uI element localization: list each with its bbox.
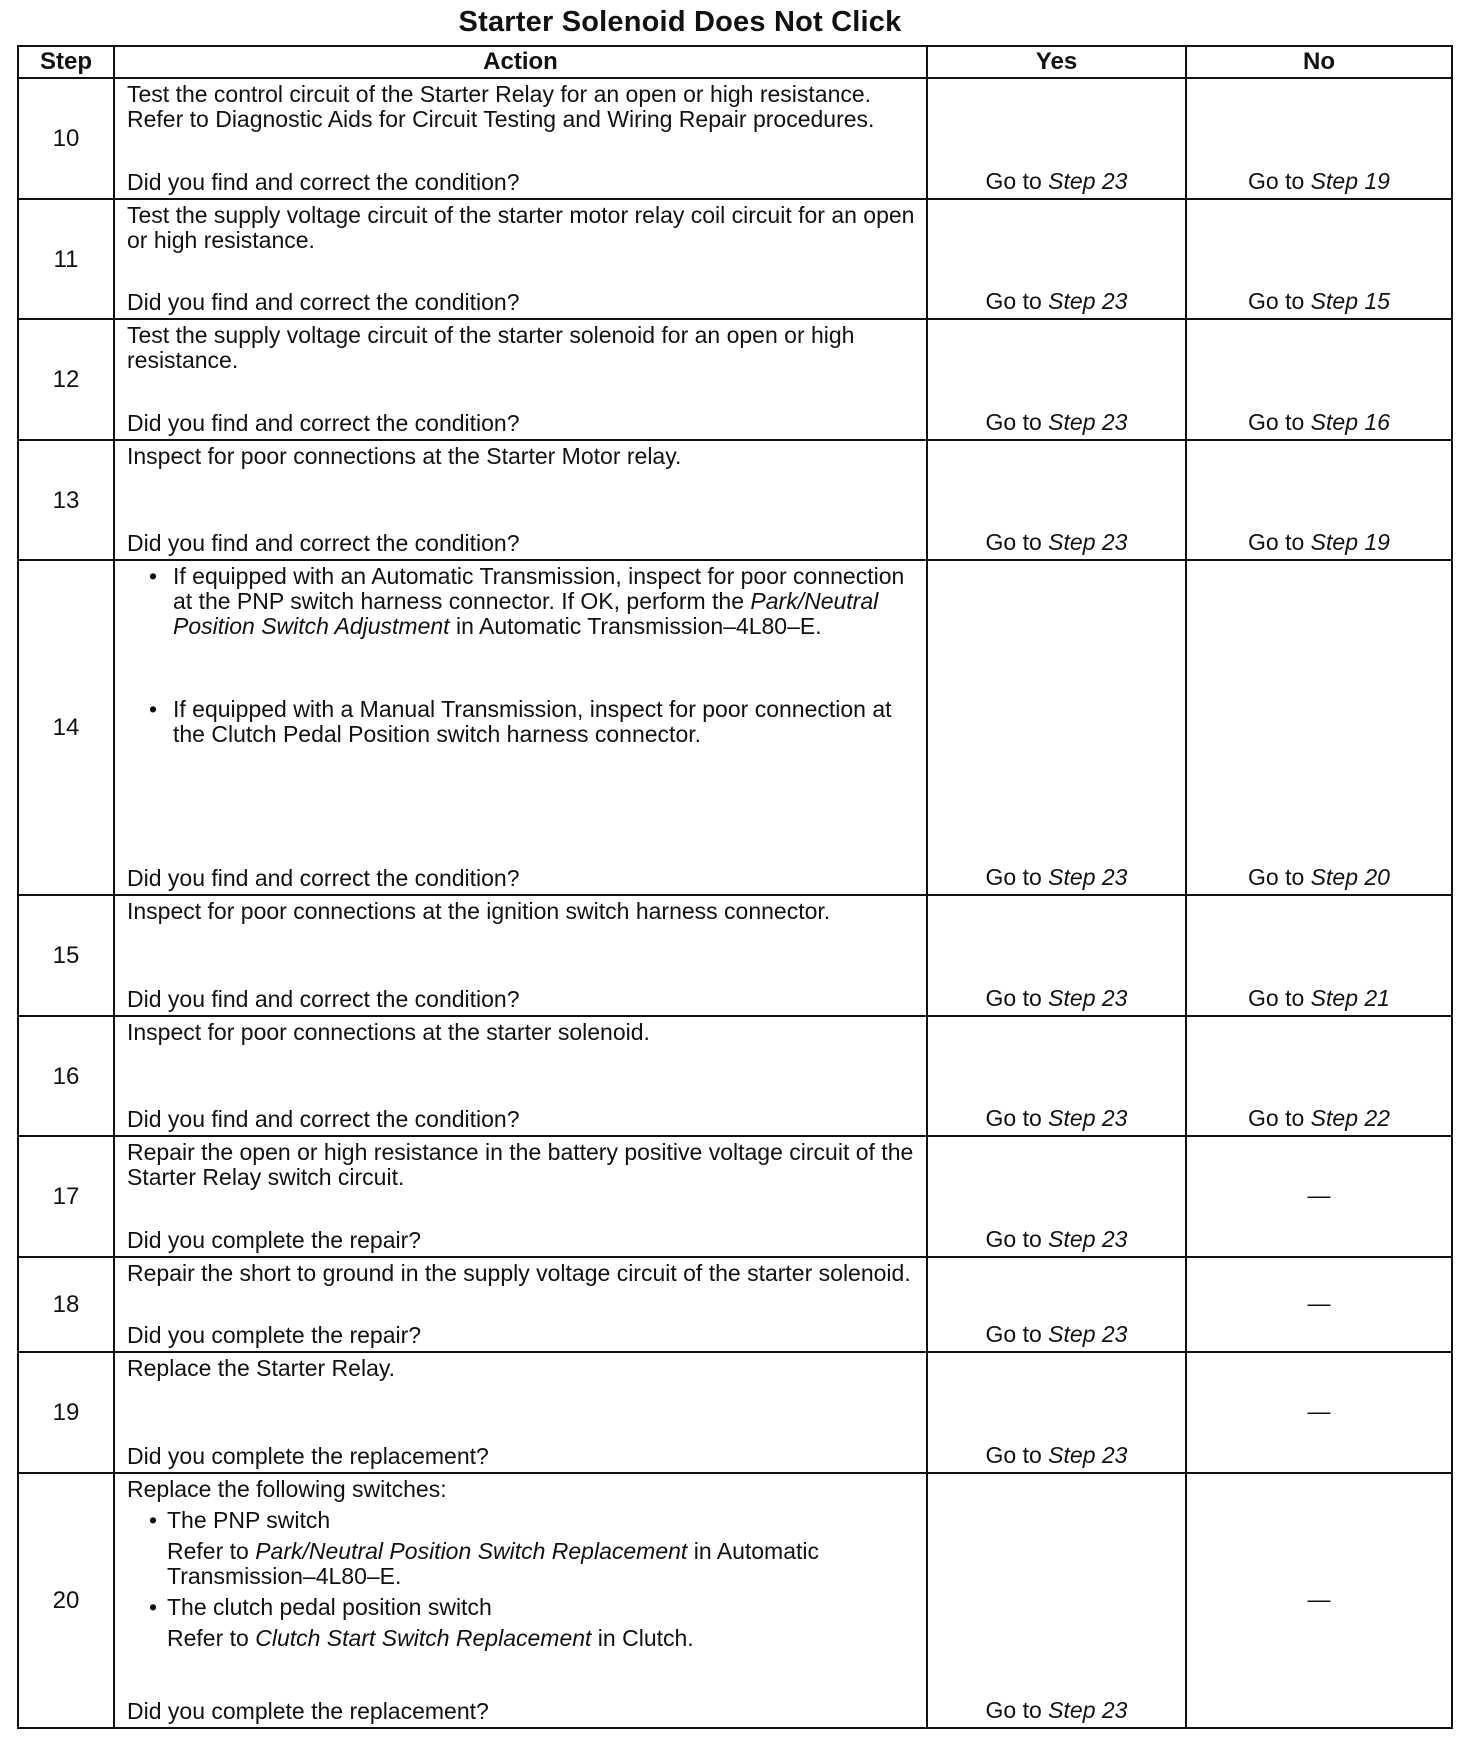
- yes-prefix: Go to: [985, 1697, 1049, 1723]
- switch-list: [127, 1595, 916, 1620]
- table-row: [18, 1352, 1452, 1473]
- yes-cell: [927, 560, 1186, 895]
- no-cell: [1186, 199, 1452, 319]
- no-dash: —: [1307, 1182, 1331, 1208]
- no-prefix: Go to: [1248, 985, 1311, 1011]
- header-step: Step: [18, 46, 114, 78]
- table-row: [18, 560, 1452, 895]
- action-question: Did you complete the repair?: [127, 1322, 422, 1348]
- action-cell: [114, 1473, 927, 1728]
- action-question: Did you find and correct the condition?: [127, 169, 520, 195]
- yes-cell: [927, 78, 1186, 199]
- no-step-link[interactable]: Step 20: [1310, 864, 1390, 890]
- no-prefix: Go to: [1248, 864, 1311, 890]
- yes-step-link[interactable]: Step 23: [1048, 864, 1128, 890]
- table-row: [18, 78, 1452, 199]
- step-number: 20: [18, 1473, 114, 1728]
- yes-prefix: Go to: [985, 168, 1049, 194]
- step-number: 11: [18, 199, 114, 319]
- yes-cell: [927, 1257, 1186, 1352]
- action-cell: [114, 895, 927, 1016]
- action-intro: Replace the following switches:: [127, 1476, 447, 1502]
- no-prefix: Go to: [1248, 1105, 1311, 1131]
- step-number: 16: [18, 1016, 114, 1136]
- action-cell: [114, 1016, 927, 1136]
- yes-prefix: Go to: [985, 529, 1049, 555]
- action-cell: [114, 1257, 927, 1352]
- yes-prefix: Go to: [985, 1105, 1049, 1131]
- no-step-link[interactable]: Step 22: [1310, 1105, 1390, 1131]
- yes-prefix: Go to: [985, 985, 1049, 1011]
- no-step-link[interactable]: Step 16: [1310, 409, 1390, 435]
- reference-text: Refer to Park/Neutral Position Switch Replacement in Automatic Transmission–4L80–E.: [167, 1538, 819, 1589]
- yes-step-link[interactable]: Step 23: [1048, 288, 1128, 314]
- header-action: Action: [114, 46, 927, 78]
- action-question: Did you find and correct the condition?: [127, 1106, 520, 1132]
- no-cell: [1186, 1352, 1452, 1473]
- yes-step-link[interactable]: Step 23: [1048, 985, 1128, 1011]
- table-row: [18, 1257, 1452, 1352]
- yes-step-link[interactable]: Step 23: [1048, 529, 1128, 555]
- header-no: No: [1186, 46, 1452, 78]
- yes-cell: [927, 1136, 1186, 1257]
- table-row: [18, 1016, 1452, 1136]
- header-yes: Yes: [927, 46, 1186, 78]
- no-step-link[interactable]: Step 21: [1310, 985, 1390, 1011]
- yes-step-link[interactable]: Step 23: [1048, 168, 1128, 194]
- step-number: 10: [18, 78, 114, 199]
- step-number: 12: [18, 319, 114, 440]
- yes-prefix: Go to: [985, 288, 1049, 314]
- yes-prefix: Go to: [985, 409, 1049, 435]
- action-cell: [114, 1136, 927, 1257]
- step-number: 17: [18, 1136, 114, 1257]
- action-cell: [114, 319, 927, 440]
- step-number: 13: [18, 440, 114, 560]
- no-cell: [1186, 1257, 1452, 1352]
- yes-cell: [927, 1473, 1186, 1728]
- action-question: Did you find and correct the condition?: [127, 986, 520, 1012]
- no-cell: [1186, 560, 1452, 895]
- no-prefix: Go to: [1248, 409, 1311, 435]
- no-prefix: Go to: [1248, 168, 1311, 194]
- yes-step-link[interactable]: Step 23: [1048, 1442, 1128, 1468]
- yes-cell: [927, 1352, 1186, 1473]
- step-number: 15: [18, 895, 114, 1016]
- no-prefix: Go to: [1248, 529, 1311, 555]
- action-cell: [114, 199, 927, 319]
- yes-prefix: Go to: [985, 1321, 1049, 1347]
- action-text: Test the supply voltage circuit of the starter solenoid for an open or high resistance.: [127, 322, 855, 373]
- no-step-link[interactable]: Step 19: [1310, 529, 1390, 555]
- action-question: Did you find and correct the condition?: [127, 289, 520, 315]
- yes-cell: [927, 440, 1186, 560]
- action-cell: [114, 78, 927, 199]
- list-item: • If equipped with a Manual Transmission, inspect for poor connection at the Clutch Pedal Position switch harness connector.: [127, 697, 916, 747]
- table-row: [18, 895, 1452, 1016]
- condition-list: [127, 564, 916, 747]
- diagnostic-table: [17, 45, 1453, 1729]
- table-row: [18, 199, 1452, 319]
- action-text: Replace the Starter Relay.: [127, 1355, 396, 1381]
- yes-step-link[interactable]: Step 23: [1048, 1697, 1128, 1723]
- list-item: • The clutch pedal position switch: [127, 1595, 916, 1620]
- table-row: [18, 1136, 1452, 1257]
- table-header-row: [18, 46, 1452, 78]
- action-question: Did you complete the replacement?: [127, 1443, 489, 1469]
- action-question: Did you complete the repair?: [127, 1227, 422, 1253]
- no-dash: —: [1307, 1290, 1331, 1316]
- switch-list: [127, 1508, 916, 1533]
- action-cell: [114, 440, 927, 560]
- list-item: • If equipped with an Automatic Transmission, inspect for poor connection at the PNP switch harness connector. If OK, perform the Park/Neutral Position Switch Adjustment in Automatic Transmission–4L80–E.: [127, 564, 916, 639]
- table-row: [18, 1473, 1452, 1728]
- no-cell: [1186, 319, 1452, 440]
- yes-cell: [927, 895, 1186, 1016]
- no-dash: —: [1307, 1398, 1331, 1424]
- page-title: Starter Solenoid Does Not Click: [458, 6, 902, 38]
- no-dash: —: [1307, 1586, 1331, 1612]
- step-number: 18: [18, 1257, 114, 1352]
- action-text: Inspect for poor connections at the Starter Motor relay.: [127, 443, 682, 469]
- yes-step-link[interactable]: Step 23: [1048, 1105, 1128, 1131]
- yes-step-link[interactable]: Step 23: [1048, 1226, 1128, 1252]
- action-question: Did you find and correct the condition?: [127, 530, 520, 556]
- action-question: Did you find and correct the condition?: [127, 865, 520, 891]
- no-cell: [1186, 1136, 1452, 1257]
- action-text: Repair the short to ground in the supply voltage circuit of the starter solenoid.: [127, 1260, 911, 1286]
- action-question: Did you find and correct the condition?: [127, 410, 520, 436]
- yes-step-link[interactable]: Step 23: [1048, 1321, 1128, 1347]
- no-cell: [1186, 78, 1452, 199]
- action-cell: [114, 560, 927, 895]
- action-text: Test the control circuit of the Starter Relay for an open or high resistance. Refer to Diagnostic Aids for Circuit Testing and Wiring Repair procedures.: [127, 81, 875, 132]
- yes-cell: [927, 1016, 1186, 1136]
- table-row: [18, 319, 1452, 440]
- action-cell: [114, 1352, 927, 1473]
- step-number: 19: [18, 1352, 114, 1473]
- yes-prefix: Go to: [985, 864, 1049, 890]
- action-text: Test the supply voltage circuit of the starter motor relay coil circuit for an open or high resistance.: [127, 202, 915, 253]
- list-item: • The PNP switch: [127, 1508, 916, 1533]
- no-cell: [1186, 1016, 1452, 1136]
- action-text: Repair the open or high resistance in the battery positive voltage circuit of the Starter Relay switch circuit.: [127, 1139, 914, 1190]
- no-step-link[interactable]: Step 19: [1310, 168, 1390, 194]
- yes-cell: [927, 199, 1186, 319]
- yes-prefix: Go to: [985, 1442, 1049, 1468]
- action-text: Inspect for poor connections at the starter solenoid.: [127, 1019, 650, 1045]
- yes-step-link[interactable]: Step 23: [1048, 409, 1128, 435]
- no-cell: [1186, 895, 1452, 1016]
- reference-text: Refer to Clutch Start Switch Replacement in Clutch.: [167, 1625, 694, 1651]
- no-step-link[interactable]: Step 15: [1310, 288, 1390, 314]
- yes-cell: [927, 319, 1186, 440]
- action-text: Inspect for poor connections at the ignition switch harness connector.: [127, 898, 831, 924]
- no-cell: [1186, 440, 1452, 560]
- step-number: 14: [18, 560, 114, 895]
- no-cell: [1186, 1473, 1452, 1728]
- table-row: [18, 440, 1452, 560]
- action-question: Did you complete the replacement?: [127, 1698, 489, 1724]
- no-prefix: Go to: [1248, 288, 1311, 314]
- yes-prefix: Go to: [985, 1226, 1049, 1252]
